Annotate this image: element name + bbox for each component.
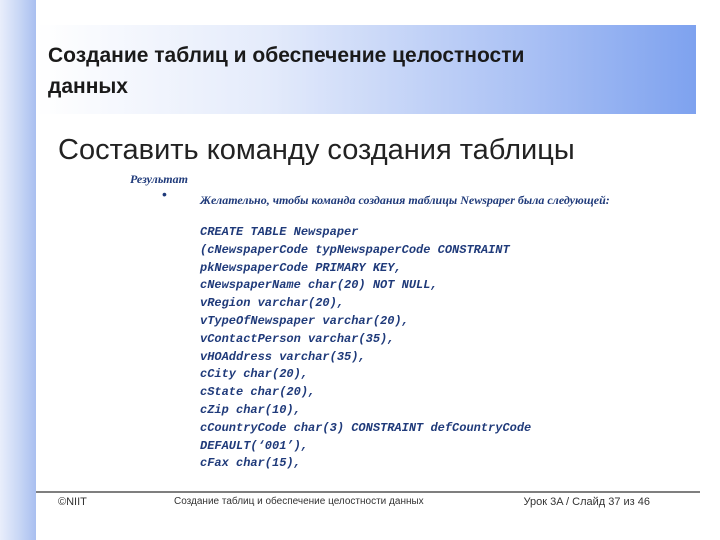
bullet-marker: • [162,186,167,202]
footer-topic: Создание таблиц и обеспечение целостности данных [174,496,424,507]
code-line: (cNewspaperCode typNewspaperCode CONSTRAINT [200,242,510,257]
code-line: vContactPerson varchar(35), [200,331,395,346]
code-line: pkNewspaperCode PRIMARY KEY, [200,260,402,275]
code-line: cCountryCode char(3) CONSTRAINT defCountryCode [200,420,532,435]
code-line: cState char(20), [200,385,316,400]
code-line: cNewspaperName char(20) NOT NULL, [200,278,438,293]
code-line: cCity char(20), [200,367,309,382]
code-line: vTypeOfNewspaper varchar(20), [200,313,409,328]
code-line: DEFAULT(‘001’), [200,438,309,453]
footer-slide-number: Урок 3A / Слайд 37 из 46 [523,496,650,508]
code-line: CREATE TABLE Newspaper [200,225,359,239]
slide-title: Создание таблиц и обеспечение целостности данных [48,44,525,98]
sql-code-block [200,224,531,473]
result-label: Результат [130,172,188,186]
code-line: cFax char(15), [200,456,301,471]
code-line: vRegion varchar(20), [200,296,345,311]
bullet-text: Желательно, чтобы команда создания таблицы Newspaper была следующей: [200,193,610,207]
left-decorative-bar [0,0,36,540]
footer-divider [36,491,700,493]
code-line: vHOAddress varchar(35), [200,349,366,364]
footer-copyright: ©NIIT [58,496,87,508]
code-line: cZip char(10), [200,402,301,417]
slide-subtitle: Составить команду создания таблицы [58,134,575,166]
